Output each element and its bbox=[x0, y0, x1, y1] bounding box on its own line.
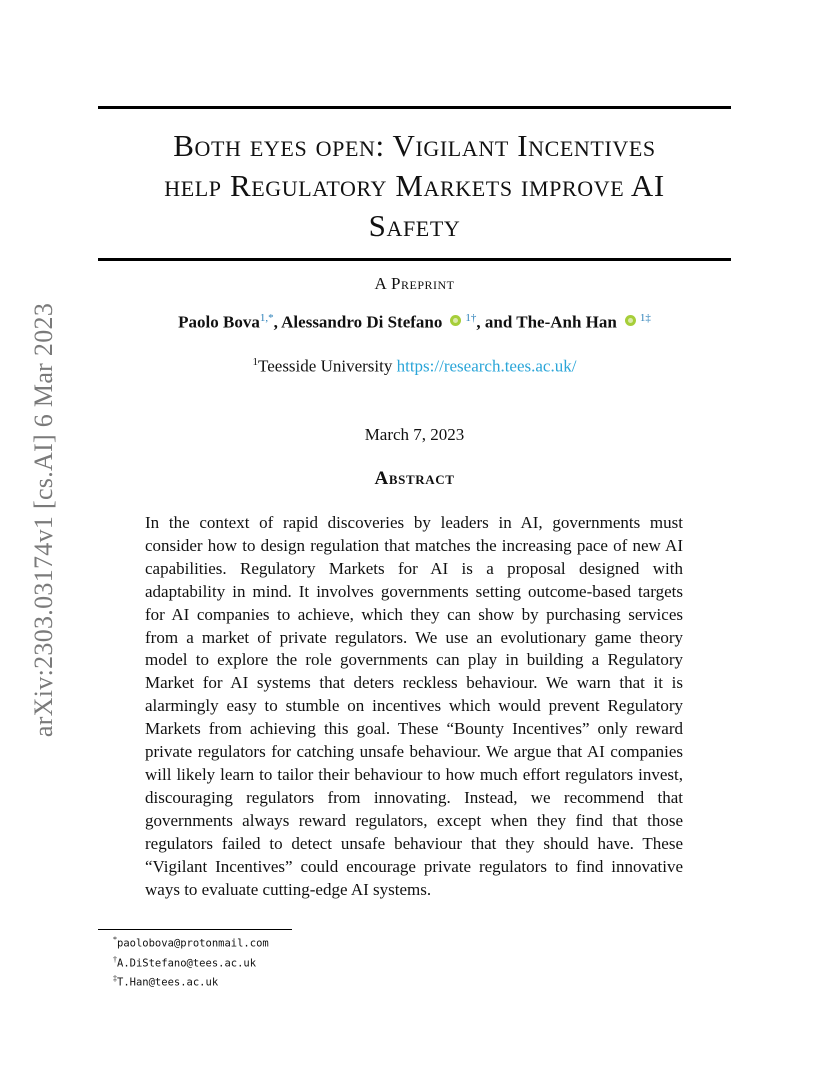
footnote-item bbox=[113, 971, 269, 991]
orcid-icon[interactable] bbox=[450, 315, 461, 326]
footnote-mark: † bbox=[113, 954, 117, 964]
abstract-text: In the context of rapid discoveries by leaders in AI, governments must consider how to design regulation that matches the increasing pace of new AI capabilities. Regulatory Markets for AI is a proposal designed with adaptability in mind. It involves governments setting outcome-based targets for AI companies to achieve, which they can show by purchasing services from a market of private regulators. We use an evolutionary game theory model to explore the role governments can play in building a Regulatory Market for AI systems that deters reckless behaviour. We warn that it is alarmingly easy to stumble on incentives which would prevent Regulatory Markets from achieving this goal. These “Bounty Incentives” only reward private regulators for catching unsafe behaviour. We argue that AI companies will likely learn to tailor their behaviour to how much effort regulators invest, discouraging regulators from innovating. Instead, we recommend that governments always reward regulators, except when they find that those regulators failed to detect unsafe behaviour that they should have. These “Vigilant Incentives” could encourage private regulators to find innovative ways to evaluate cutting-edge AI systems. bbox=[145, 513, 683, 899]
footnote-item bbox=[113, 952, 269, 972]
publication-date: March 7, 2023 bbox=[364, 425, 465, 444]
author-marks: 1,* bbox=[259, 312, 274, 324]
affiliation-mark: 1 bbox=[252, 356, 259, 368]
affiliation-url-link[interactable]: https://research.tees.ac.uk/ bbox=[396, 356, 577, 376]
author-separator: , and bbox=[476, 312, 513, 332]
author-list bbox=[98, 312, 731, 333]
author-marks: 1† bbox=[465, 312, 477, 324]
affiliation bbox=[98, 356, 731, 377]
title-bottom-rule bbox=[98, 258, 731, 261]
footnotes bbox=[113, 932, 269, 991]
author-name: Paolo Bova bbox=[178, 312, 260, 332]
author-marks: 1‡ bbox=[639, 312, 651, 324]
affiliation-institution: Teesside University bbox=[258, 356, 393, 376]
title-top-rule bbox=[98, 106, 731, 109]
title-line-2: help Regulatory Markets improve AI bbox=[164, 168, 665, 203]
footnote-mark: * bbox=[113, 935, 117, 944]
footnote-email: A.DiStefano@tees.ac.uk bbox=[117, 957, 257, 969]
author-name: Alessandro Di Stefano bbox=[281, 312, 443, 332]
footnote-email: T.Han@tees.ac.uk bbox=[117, 976, 219, 989]
author-name: The-Anh Han bbox=[516, 312, 617, 332]
arxiv-identifier-stamp: arXiv:2303.03174v1 [cs.AI] 6 Mar 2023 bbox=[29, 302, 58, 738]
footnote-mark: ‡ bbox=[113, 974, 117, 983]
author-separator: , bbox=[273, 312, 278, 332]
preprint-label: A Preprint bbox=[374, 274, 455, 293]
title-line-1: Both eyes open: Vigilant Incentives bbox=[173, 128, 656, 163]
title-line-3: Safety bbox=[368, 208, 461, 243]
abstract-heading: Abstract bbox=[374, 468, 455, 489]
footnote-email: paolobova@protonmail.com bbox=[117, 937, 269, 950]
footnote-item bbox=[113, 932, 269, 952]
orcid-icon[interactable] bbox=[625, 315, 636, 326]
paper-title bbox=[98, 126, 731, 246]
footnote-rule bbox=[98, 929, 292, 930]
